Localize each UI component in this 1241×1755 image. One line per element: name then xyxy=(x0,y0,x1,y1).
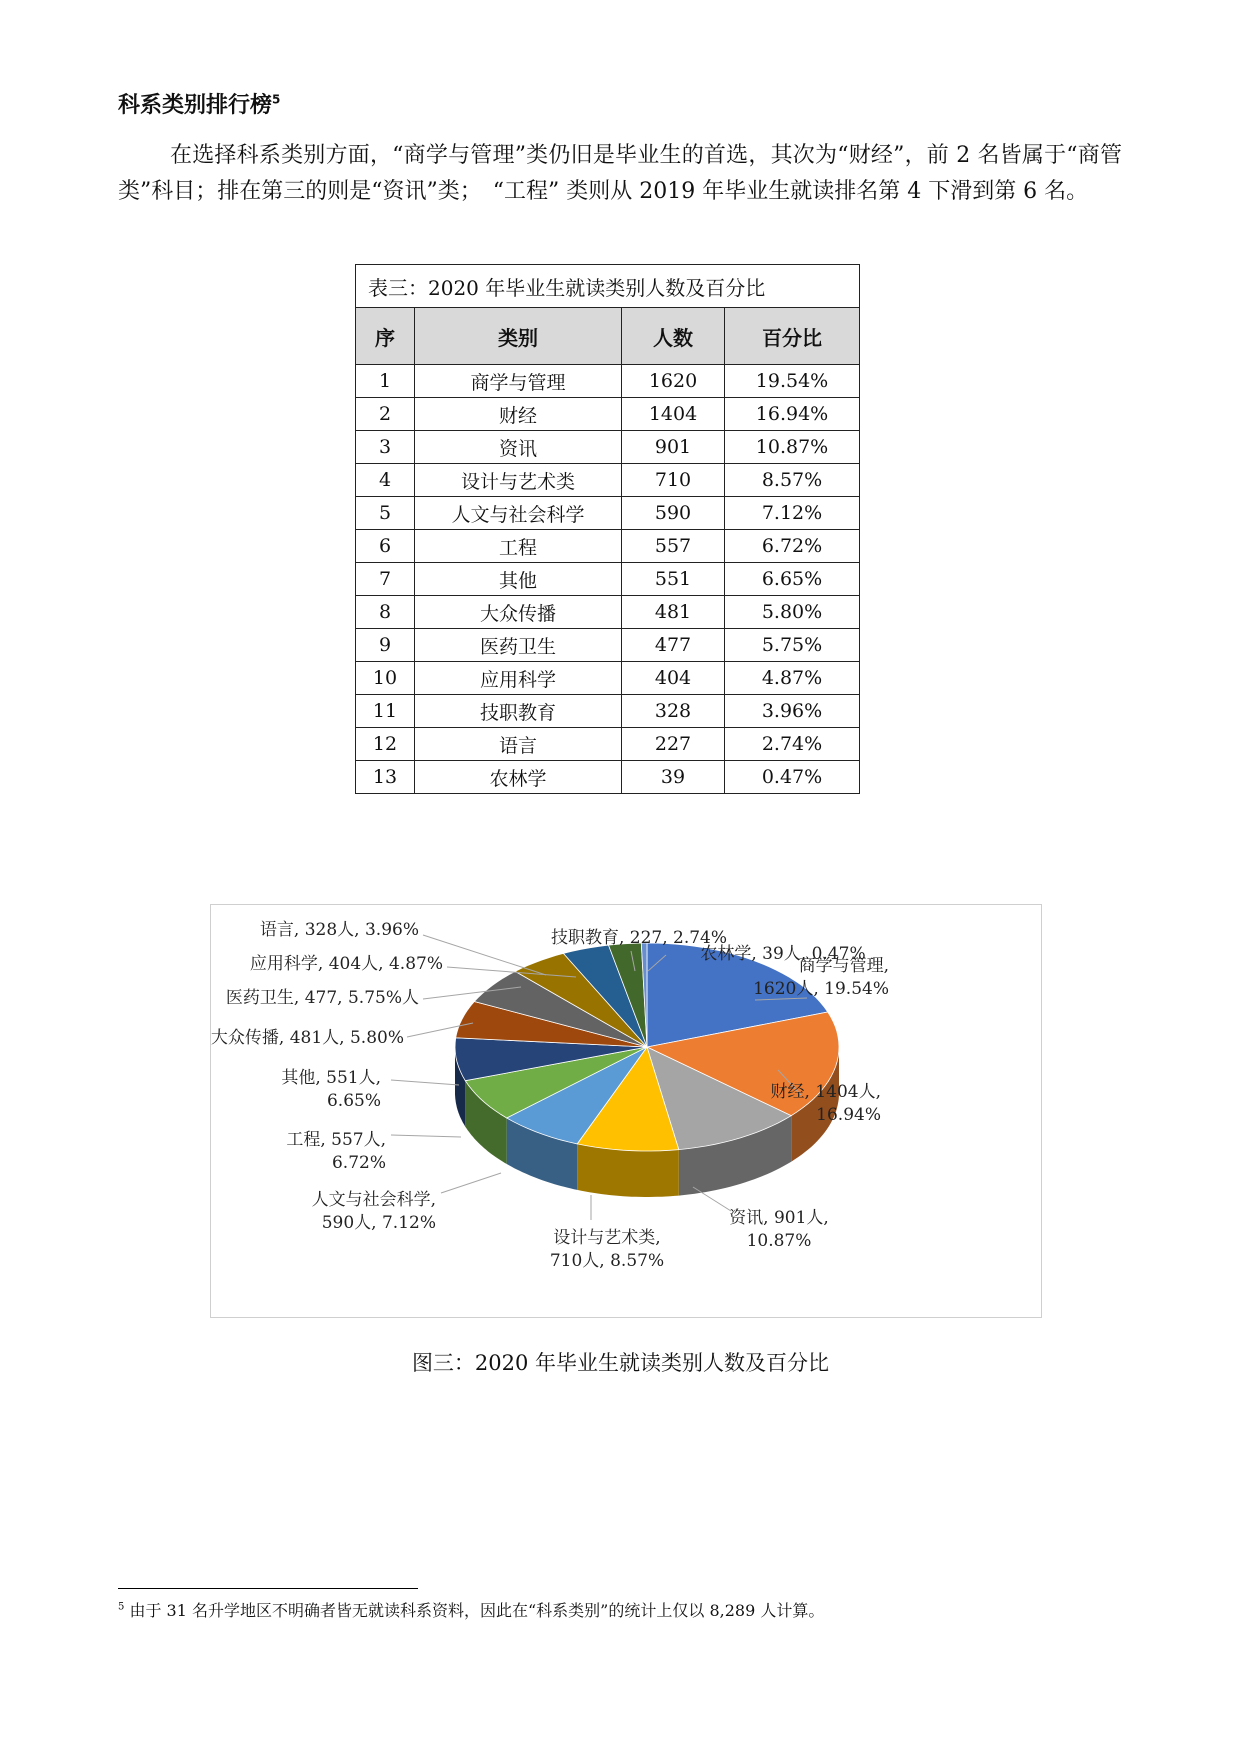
pie-label-line: 技职教育, 227, 2.74% xyxy=(550,928,728,948)
cell-rank: 5 xyxy=(356,497,415,530)
table-row xyxy=(356,431,860,464)
pie-leader-line-6 xyxy=(391,1080,459,1085)
cell-category: 医药卫生 xyxy=(415,629,622,662)
cell-rank: 1 xyxy=(356,365,415,398)
pie-label-line: 大众传播, 481人, 5.80% xyxy=(211,1028,404,1048)
col-header-category: 类别 xyxy=(415,308,622,365)
table-row xyxy=(356,728,860,761)
cell-percent: 6.65% xyxy=(725,563,860,596)
cell-count: 227 xyxy=(622,728,725,761)
table-row xyxy=(356,398,860,431)
pie-label-line: 设计与艺术类, xyxy=(553,1228,661,1248)
pie-label-line: 农林学, 39人, 0.47% xyxy=(700,944,866,964)
pie-leader-line-5 xyxy=(391,1135,461,1137)
pie-label-3 xyxy=(550,1228,664,1271)
table-row xyxy=(356,761,860,794)
pie-label-12 xyxy=(700,944,865,964)
pie-chart-frame xyxy=(210,904,1042,1318)
cell-rank: 7 xyxy=(356,563,415,596)
cell-percent: 16.94% xyxy=(725,398,860,431)
footnote-mark: 5 xyxy=(272,92,281,107)
pie-side-3 xyxy=(577,1144,679,1197)
cell-category: 人文与社会科学 xyxy=(415,497,622,530)
cell-count: 39 xyxy=(622,761,725,794)
cell-rank: 12 xyxy=(356,728,415,761)
col-header-rank: 序 xyxy=(356,308,415,365)
pie-label-2 xyxy=(729,1208,829,1251)
pie-label-line: 10.87% xyxy=(746,1231,812,1251)
cell-count: 551 xyxy=(622,563,725,596)
cell-category: 语言 xyxy=(415,728,622,761)
cell-count: 710 xyxy=(622,464,725,497)
pie-label-line: 语言, 328人, 3.96% xyxy=(259,920,419,940)
cell-percent: 10.87% xyxy=(725,431,860,464)
table-row xyxy=(356,695,860,728)
table-header-row xyxy=(356,308,860,365)
cell-count: 328 xyxy=(622,695,725,728)
col-header-percent: 百分比 xyxy=(725,308,860,365)
cell-percent: 6.72% xyxy=(725,530,860,563)
cell-percent: 0.47% xyxy=(725,761,860,794)
cell-category: 其他 xyxy=(415,563,622,596)
col-header-count: 人数 xyxy=(622,308,725,365)
cell-percent: 7.12% xyxy=(725,497,860,530)
cell-percent: 3.96% xyxy=(725,695,860,728)
footnote-number: 5 xyxy=(118,1601,125,1613)
cell-percent: 8.57% xyxy=(725,464,860,497)
pie-label-line: 财经, 1404人, xyxy=(770,1082,881,1102)
table-row xyxy=(356,497,860,530)
cell-count: 477 xyxy=(622,629,725,662)
cell-rank: 9 xyxy=(356,629,415,662)
footnote-text: 由于 31 名升学地区不明确者皆无就读科系资料，因此在“科系类别”的统计上仅以 8,289 人计算。 xyxy=(129,1601,825,1620)
cell-percent: 19.54% xyxy=(725,365,860,398)
table-row xyxy=(356,563,860,596)
cell-category: 大众传播 xyxy=(415,596,622,629)
table-row xyxy=(356,662,860,695)
footnote xyxy=(118,1598,824,1621)
cell-rank: 13 xyxy=(356,761,415,794)
pie-label-line: 16.94% xyxy=(816,1105,881,1125)
cell-count: 590 xyxy=(622,497,725,530)
body-paragraph: 在选择科系类别方面，“商学与管理”类仍旧是毕业生的首选，其次为“财经”，前 2 名皆属于“商管类”科目；排在第三的则是“资讯”类； “工程” 类则从 2019 年毕业生就读排名第 4 下滑到第 6 名。 xyxy=(118,143,1122,204)
section-heading: 科系类别排行榜$^5$ xyxy=(118,92,281,118)
pie-chart xyxy=(211,905,1041,1317)
cell-percent: 4.87% xyxy=(725,662,860,695)
table-row xyxy=(356,596,860,629)
pie-label-line: 1620人, 19.54% xyxy=(753,979,889,999)
cell-percent: 5.80% xyxy=(725,596,860,629)
pie-label-8 xyxy=(226,988,419,1008)
cell-percent: 5.75% xyxy=(725,629,860,662)
pie-label-line: 工程, 557人, xyxy=(286,1130,386,1150)
pie-label-7 xyxy=(211,1028,404,1048)
cell-category: 资讯 xyxy=(415,431,622,464)
table-row xyxy=(356,530,860,563)
cell-category: 商学与管理 xyxy=(415,365,622,398)
cell-category: 工程 xyxy=(415,530,622,563)
cell-percent: 2.74% xyxy=(725,728,860,761)
pie-label-4 xyxy=(312,1190,436,1233)
cell-rank: 11 xyxy=(356,695,415,728)
cell-category: 财经 xyxy=(415,398,622,431)
cell-category: 农林学 xyxy=(415,761,622,794)
cell-rank: 3 xyxy=(356,431,415,464)
pie-slices xyxy=(455,943,839,1151)
cell-count: 1620 xyxy=(622,365,725,398)
figure-caption: 图三：2020 年毕业生就读类别人数及百分比 xyxy=(411,1351,830,1375)
pie-label-line: 590人, 7.12% xyxy=(321,1213,436,1233)
pie-label-10 xyxy=(260,920,419,940)
cell-rank: 10 xyxy=(356,662,415,695)
table-row xyxy=(356,464,860,497)
pie-leader-line-4 xyxy=(441,1173,501,1193)
cell-count: 901 xyxy=(622,431,725,464)
table-caption: 表三：2020 年毕业生就读类别人数及百分比 xyxy=(356,265,860,308)
cell-rank: 6 xyxy=(356,530,415,563)
pie-label-line: 6.72% xyxy=(331,1153,386,1173)
cell-count: 557 xyxy=(622,530,725,563)
pie-label-5 xyxy=(286,1130,386,1173)
pie-label-line: 6.65% xyxy=(326,1091,381,1111)
cell-count: 1404 xyxy=(622,398,725,431)
cell-rank: 8 xyxy=(356,596,415,629)
pie-label-line: 710人, 8.57% xyxy=(549,1251,665,1271)
cell-rank: 4 xyxy=(356,464,415,497)
pie-label-line: 医药卫生, 477, 5.75%人 xyxy=(225,988,419,1008)
cell-count: 404 xyxy=(622,662,725,695)
pie-label-9 xyxy=(250,954,443,974)
cell-category: 应用科学 xyxy=(415,662,622,695)
cell-count: 481 xyxy=(622,596,725,629)
category-table xyxy=(355,264,860,794)
cell-rank: 2 xyxy=(356,398,415,431)
cell-category: 设计与艺术类 xyxy=(415,464,622,497)
pie-label-line: 资讯, 901人, xyxy=(729,1208,829,1228)
table-row xyxy=(356,629,860,662)
pie-label-6 xyxy=(281,1067,381,1111)
pie-label-line: 人文与社会科学, xyxy=(311,1190,436,1210)
table-row xyxy=(356,365,860,398)
pie-label-line: 应用科学, 404人, 4.87% xyxy=(249,954,443,974)
cell-category: 技职教育 xyxy=(415,695,622,728)
pie-label-line: 其他, 551人, xyxy=(281,1068,381,1088)
pie-label-line: 商学与管理, xyxy=(798,956,889,976)
footnote-divider xyxy=(118,1588,418,1589)
